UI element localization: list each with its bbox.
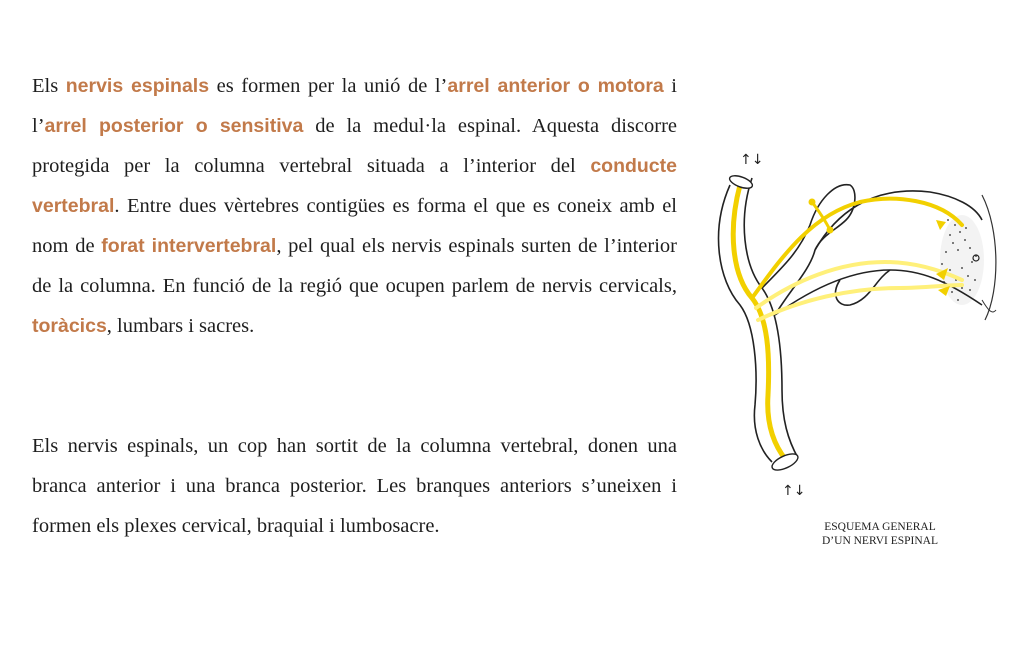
term-forat-intervertebral: forat intervertebral bbox=[101, 235, 277, 257]
caption-line-2: D’UN NERVI ESPINAL bbox=[822, 535, 938, 547]
text-segment: es formen per la unió de l’ bbox=[209, 75, 448, 97]
term-nervis-espinals: nervis espinals bbox=[65, 75, 210, 97]
text-segment: Els bbox=[32, 75, 66, 97]
figure-caption bbox=[780, 520, 980, 548]
text-segment: , pel qual els nervis espinals surten de l’interior de la columna. En funció de la regió que ocupen parlem de nervis cervicals, bbox=[32, 235, 677, 297]
nerve-fibers bbox=[733, 185, 962, 460]
text-segment: , lumbars i sacres. bbox=[106, 315, 255, 337]
text-segment: . Entre dues vèrtebres contigües es forma el que es coneix amb el nom de bbox=[32, 195, 677, 257]
term-conducte-vertebral: conducte vertebral bbox=[32, 155, 677, 217]
text-segment: i l’ bbox=[32, 75, 677, 137]
caption-line-1: ESQUEMA GENERAL bbox=[824, 521, 936, 533]
text-segment: de la medul·la espinal. Aquesta discorre protegida per la columna vertebral situada a l’interior del bbox=[32, 115, 678, 177]
nerve-cut-end-bottom bbox=[770, 451, 800, 474]
term-arrel-anterior: arrel anterior o motora bbox=[447, 75, 664, 97]
spinal-nerve-diagram bbox=[700, 140, 1000, 510]
arrow-bottom-icon: ↑↓ bbox=[782, 483, 806, 499]
term-toracics: toràcics bbox=[32, 315, 107, 337]
arrow-top-icon: ↑↓ bbox=[740, 152, 764, 168]
paragraph-spinal-nerve-branches: Els nervis espinals, un cop han sortit de la columna vertebral, donen una branca anterior i una branca posterior. Les branques anteriors s’uneixen i formen els plexes cervical, braquial i lumbosacre. bbox=[32, 435, 677, 537]
term-arrel-posterior: arrel posterior o sensitiva bbox=[44, 115, 304, 137]
paragraph-spinal-nerves-formation bbox=[32, 66, 677, 346]
